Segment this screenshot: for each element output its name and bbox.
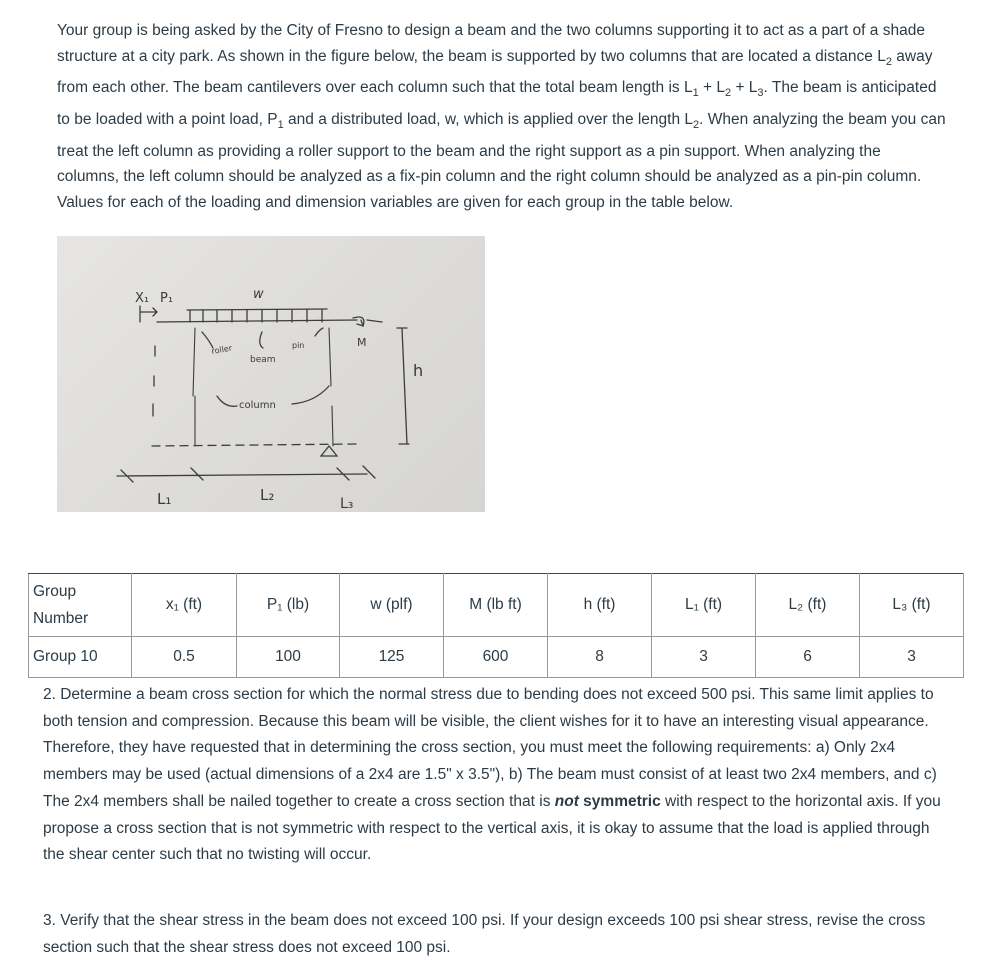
header-group-line1: Group xyxy=(33,583,77,600)
p1-subscript: 1 xyxy=(277,119,284,132)
l2-subscript: 2 xyxy=(885,55,892,68)
question-2-text-b: with respect to the horizontal axis. If you propose a cross section that is not symmetric with respect to the vertical axis, it is okay to assume that the load is applied through the shear center such that no twisting will occur. xyxy=(43,792,941,864)
pin-label: pin xyxy=(292,341,305,350)
intro-text-4: and a distributed load, w, which is applied over the length xyxy=(283,110,685,128)
sum-l3-subscript: 3 xyxy=(757,87,764,100)
intro-text-1: Your group is being asked by the City of Fresno to design a beam and the two columns supporting it to act as a part of a shade structure at a city park. As shown in the figure below, the beam is supported by two columns that are located a distance xyxy=(57,22,925,65)
header-h: h (ft) xyxy=(548,574,652,637)
cell-p1: 100 xyxy=(237,637,340,678)
sum-l1: L xyxy=(683,79,693,97)
h-label: h xyxy=(413,361,424,380)
header-l3: L₃ (ft) xyxy=(860,574,964,637)
p1-label: P₁ xyxy=(160,291,174,306)
column-label: column xyxy=(239,400,276,411)
not-emphasis: not xyxy=(554,792,579,810)
question-3: 3. Verify that the shear stress in the beam does not exceed 100 psi. If your design exceeds 100 psi shear stress, revise the cross section such that the shear stress does not exceed 100 psi. xyxy=(43,912,926,956)
x1-label: X₁ xyxy=(135,291,150,306)
beam-label: beam xyxy=(250,355,276,365)
header-l2: L₂ (ft) xyxy=(756,574,860,637)
cell-l1: 3 xyxy=(652,637,756,678)
intro-text-3: . The beam is anticipated to be loaded with a point load, xyxy=(57,79,937,128)
question-2 xyxy=(43,682,955,869)
table-header-row xyxy=(29,574,964,637)
roller-label: roller xyxy=(210,343,233,356)
sum-l1-subscript: 1 xyxy=(692,87,699,100)
w-label: w xyxy=(253,287,264,302)
cell-w: 125 xyxy=(340,637,444,678)
beam-sketch xyxy=(57,236,485,512)
table-row xyxy=(29,637,964,678)
sum-l2-subscript: 2 xyxy=(725,87,732,100)
header-group-line2: Number xyxy=(33,610,89,627)
header-group-number xyxy=(29,574,132,637)
moment-label: M xyxy=(357,336,367,349)
cell-h: 8 xyxy=(548,637,652,678)
l2-label: L₂ xyxy=(260,486,275,504)
cell-l2: 6 xyxy=(756,637,860,678)
intro-text-2: away from each other. The beam cantilevers over each column such that the total beam length is xyxy=(57,47,933,97)
group-values-table xyxy=(28,573,964,678)
beam-sketch-photo xyxy=(57,236,485,512)
header-l1: L₁ (ft) xyxy=(652,574,756,637)
sum-l3: + L xyxy=(735,79,758,97)
l2b-subscript: 2 xyxy=(693,119,700,132)
intro-text-5: . When analyzing the beam you can treat the left column as providing a roller support to the beam and the right support as a pin support. When analyzing the columns, the left column should be analyzed as a fix-pin column and the right column should be analyzed as a pin-pin column. Values for each of the loading and dimension variables are given for each group in the table below. xyxy=(57,110,946,211)
cell-x1: 0.5 xyxy=(132,637,237,678)
header-p1: P₁ (lb) xyxy=(237,574,340,637)
p1-symbol: P xyxy=(267,110,278,128)
l1-label: L₁ xyxy=(157,490,172,508)
header-x1: x₁ (ft) xyxy=(132,574,237,637)
header-w: w (plf) xyxy=(340,574,444,637)
cell-group: Group 10 xyxy=(29,637,132,678)
l2-symbol-b: L xyxy=(684,110,694,128)
cell-l3: 3 xyxy=(860,637,964,678)
sum-l2: + L xyxy=(698,79,725,97)
l2-symbol: L xyxy=(877,47,886,65)
problem-intro xyxy=(57,18,947,215)
header-m: M (lb ft) xyxy=(444,574,548,637)
cell-m: 600 xyxy=(444,637,548,678)
symmetric-emphasis: symmetric xyxy=(578,792,661,810)
l3-label: L₃ xyxy=(340,496,354,512)
question-2-text-a: 2. Determine a beam cross section for which the normal stress due to bending does not exceed 500 psi. This same limit applies to both tension and compression. Because this beam will be visible, the client wishes for it to have an interesting visual appearance. Therefore, they have requested that in determining the cross section, you must meet the following requirements: a) Only 2x4 members may be used (actual dimensions of a 2x4 are 1.5" x 3.5"), b) The beam must consist of at least two 2x4 members, and c) The 2x4 members shall be nailed together to create a cross section that is xyxy=(43,686,937,810)
